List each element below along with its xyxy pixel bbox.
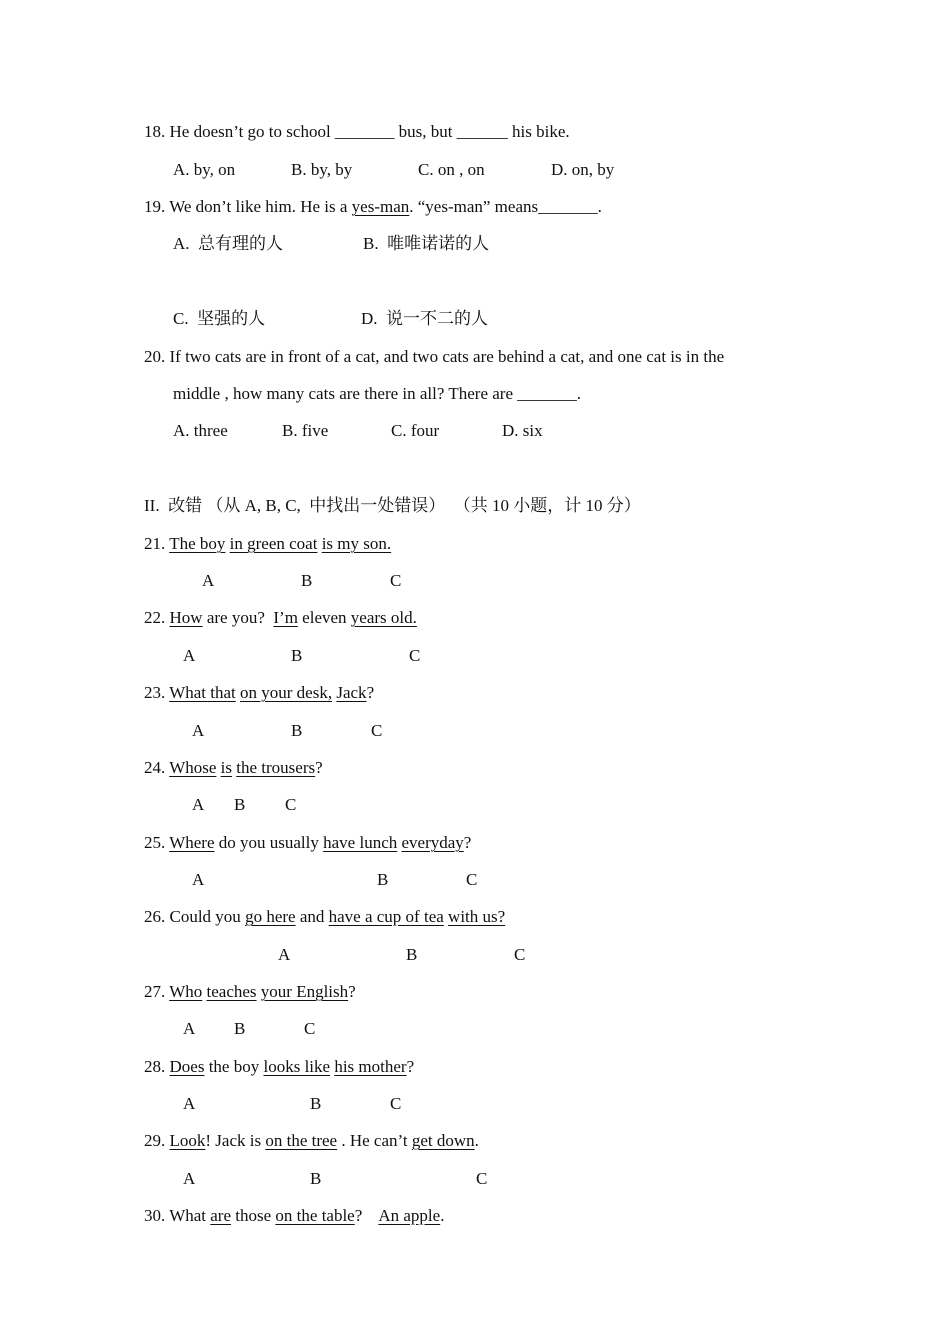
q18-option-c: C. on , on [418, 160, 485, 179]
question-19: 19. We don’t like him. He is a yes-man. “yes-man” means_______. [144, 197, 602, 216]
question-20-line2: middle , how many cats are there in all? There are _______. [173, 384, 582, 403]
q19-option-a: A. 总有理的人 [173, 234, 284, 253]
q27-label-a: A [183, 1019, 196, 1038]
q19-option-b: B. 唯唯诺诺的人 [363, 234, 490, 253]
q27-label-b: B [234, 1019, 246, 1038]
q29-label-c: C [476, 1169, 488, 1188]
q28-label-a: A [183, 1094, 196, 1113]
q20-option-b: B. five [282, 421, 329, 440]
q25-label-c: C [466, 870, 478, 889]
question-18: 18. He doesn’t go to school _______ bus, but ______ his bike. [144, 122, 570, 141]
q18-option-b: B. by, by [291, 160, 353, 179]
q24-label-b: B [234, 795, 246, 814]
q25-label-b: B [377, 870, 389, 889]
question-25: 25. Where do you usually have lunch everyday? [144, 833, 472, 852]
q23-label-c: C [371, 721, 383, 740]
q19-option-c: C. 坚强的人 [173, 309, 266, 328]
q18-option-d: D. on, by [551, 160, 615, 179]
question-29: 29. Look! Jack is on the tree . He can’t get down. [144, 1131, 479, 1150]
q20-option-c: C. four [391, 421, 440, 440]
q26-label-c: C [514, 945, 526, 964]
q24-label-a: A [192, 795, 205, 814]
q27-label-c: C [304, 1019, 316, 1038]
q26-label-a: A [278, 945, 291, 964]
q26-label-b: B [406, 945, 418, 964]
q21-label-c: C [390, 571, 402, 590]
q22-label-b: B [291, 646, 303, 665]
q28-label-b: B [310, 1094, 322, 1113]
question-20-line1: 20. If two cats are in front of a cat, and two cats are behind a cat, and one cat is in the [144, 347, 725, 366]
question-24: 24. Whose is the trousers? [144, 758, 323, 777]
q21-label-b: B [301, 571, 313, 590]
q21-label-a: A [202, 571, 215, 590]
q29-label-b: B [310, 1169, 322, 1188]
question-27: 27. Who teaches your English? [144, 982, 356, 1001]
q23-label-b: B [291, 721, 303, 740]
q20-option-a: A. three [173, 421, 228, 440]
q22-label-c: C [409, 646, 421, 665]
q20-option-d: D. six [502, 421, 543, 440]
question-23: 23. What that on your desk, Jack? [144, 683, 375, 702]
q25-label-a: A [192, 870, 205, 889]
question-22: 22. How are you? I’m eleven years old. [144, 608, 417, 627]
question-30: 30. What are those on the table? An apple. [144, 1206, 445, 1225]
q29-label-a: A [183, 1169, 196, 1188]
q24-label-c: C [285, 795, 297, 814]
q28-label-c: C [390, 1094, 402, 1113]
question-26: 26. Could you go here and have a cup of tea with us? [144, 907, 506, 926]
question-28: 28. Does the boy looks like his mother? [144, 1057, 415, 1076]
q23-label-a: A [192, 721, 205, 740]
q22-label-a: A [183, 646, 196, 665]
q18-option-a: A. by, on [173, 160, 236, 179]
q19-option-d: D. 说一不二的人 [361, 309, 489, 328]
question-21: 21. The boy in green coat is my son. [144, 534, 392, 553]
section-2-heading: II. 改错 （从 A, B, C, 中找出一处错误） （共 10 小题，计 10 分） [144, 496, 641, 515]
